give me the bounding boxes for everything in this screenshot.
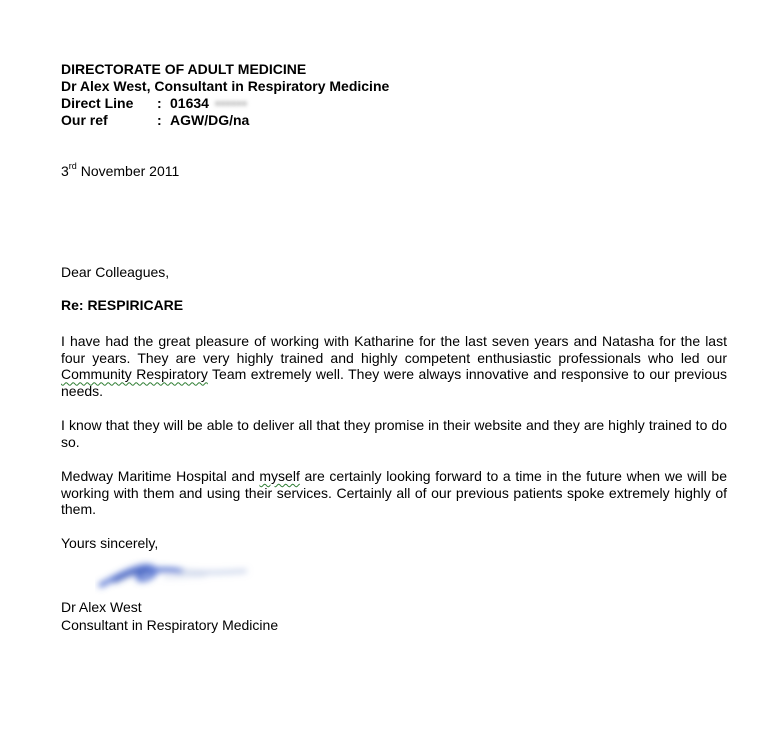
direct-line-label: Direct Line <box>61 95 134 111</box>
salutation: Dear Colleagues, <box>61 264 170 280</box>
department-heading: DIRECTORATE OF ADULT MEDICINE <box>61 61 307 77</box>
letter-date <box>61 163 179 180</box>
redacted-phone-digits: •••••• <box>214 95 248 111</box>
date-month-year: November 2011 <box>76 163 180 179</box>
closing: Yours sincerely, <box>61 535 159 551</box>
paragraph-3 <box>61 468 727 518</box>
direct-line-value: 01634 <box>170 95 209 111</box>
date-ordinal-suffix: rd <box>68 161 77 171</box>
our-ref-label: Our ref <box>61 112 108 128</box>
paragraph-1 <box>61 333 727 400</box>
paragraph-1-text-b: Team extremely well. They were always innovative and responsive to our previous needs. <box>61 366 727 400</box>
signer-block <box>61 599 278 634</box>
subject-line: Re: RESPIRICARE <box>61 297 184 313</box>
signer-title: Consultant in Respiratory Medicine <box>61 616 279 633</box>
our-ref-separator: : <box>157 112 162 128</box>
signature-scribble <box>95 557 260 595</box>
paragraph-3-text-a: Medway Maritime Hospital and <box>61 468 260 484</box>
date-day: 3 <box>61 163 69 179</box>
direct-line-row <box>61 95 389 112</box>
handwritten-signature <box>95 557 260 595</box>
paragraph-1-text-a: I have had the great pleasure of working with Katharine for the last seven years and Natasha for the last four years. They are very highly trained and highly competent enthusiastic professionals who led our <box>61 333 727 366</box>
spellcheck-marked-word: myself <box>259 468 300 484</box>
direct-line-separator: : <box>157 95 162 111</box>
author-line: Dr Alex West, Consultant in Respiratory Medicine <box>61 78 390 94</box>
letterhead <box>61 61 389 129</box>
our-ref-row <box>61 112 389 129</box>
spellcheck-marked-phrase: Community Respiratory <box>61 366 208 383</box>
paragraph-3-text-b: are certainly looking forward to a time in the future when we will be working with them and using their services. Certainly all of our previous patients spoke extremely highly of them. <box>61 468 727 518</box>
our-ref-value: AGW/DG/na <box>170 112 250 128</box>
signer-name: Dr Alex West <box>61 599 142 615</box>
paragraph-2: I know that they will be able to deliver all that they promise in their website and they are highly trained to do so. <box>61 417 727 450</box>
